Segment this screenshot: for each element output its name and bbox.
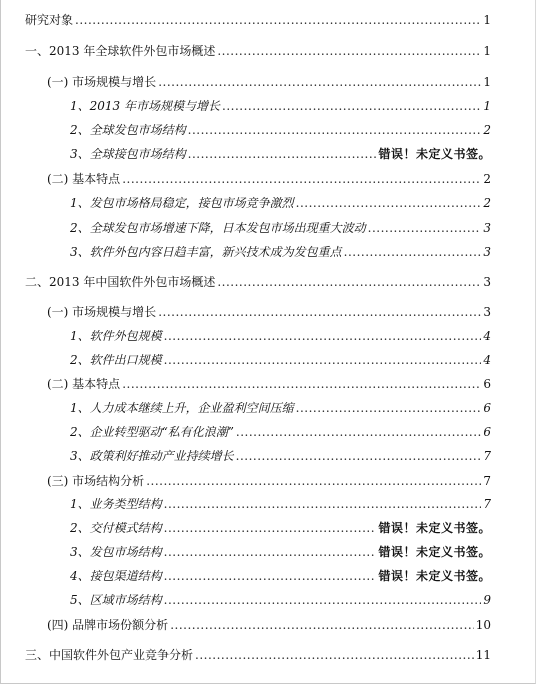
toc-leader-dots [217, 275, 481, 289]
toc-entry-label: 5、区域市场结构 [70, 593, 162, 607]
toc-entry-label: (一) 市场规模与增长 [47, 75, 157, 89]
toc-leader-dots [217, 44, 481, 58]
toc-bookmark-error: 错误！未定义书签。 [378, 147, 491, 161]
toc-entry[interactable] [47, 305, 491, 319]
toc-leader-dots [164, 521, 377, 535]
toc-leader-dots [344, 245, 482, 259]
toc-page-number: 2 [483, 196, 491, 210]
toc-page-number: 2 [483, 123, 491, 137]
toc-leader-dots [170, 618, 474, 632]
toc-page-number: 2 [483, 172, 491, 186]
toc-entry[interactable] [70, 449, 491, 463]
toc-leader-dots [296, 401, 482, 415]
toc-page-number: 3 [483, 275, 491, 289]
toc-entry-label: 2、全球发包市场结构 [70, 123, 186, 137]
toc-entry-label: (二) 基本特点 [47, 377, 121, 391]
toc-leader-dots [122, 377, 481, 391]
toc-bookmark-error: 错误！未定义书签。 [378, 521, 491, 535]
toc-entry[interactable] [70, 593, 491, 607]
toc-leader-dots [164, 593, 482, 607]
toc-entry[interactable] [70, 147, 491, 161]
toc-entry-label: 3、软件外包内容日趋丰富，新兴技术成为发包重点 [70, 245, 342, 259]
toc-entry[interactable] [47, 618, 491, 632]
toc-entry-label: 二、2013 年中国软件外包市场概述 [25, 275, 216, 289]
toc-bookmark-error: 错误！未定义书签。 [378, 569, 491, 583]
toc-entry-label: 1、发包市场格局稳定，接包市场竞争激烈 [70, 196, 294, 210]
toc-entry-label: 研究对象 [25, 13, 74, 27]
toc-leader-dots [368, 221, 482, 235]
toc-leader-dots [164, 497, 482, 511]
toc-entry[interactable] [47, 474, 491, 488]
toc-entry[interactable] [70, 545, 491, 559]
toc-page-number: 1 [483, 99, 491, 113]
toc-entry[interactable] [70, 245, 491, 259]
toc-entry-label: 3、全球接包市场结构 [70, 147, 186, 161]
toc-leader-dots [195, 648, 474, 662]
toc-page-number: 9 [483, 593, 491, 607]
toc-leader-dots [296, 196, 482, 210]
toc-entry[interactable] [70, 196, 491, 210]
toc-page-number: 6 [483, 401, 491, 415]
toc-entry[interactable] [70, 569, 491, 583]
toc-page-number: 6 [483, 377, 491, 391]
toc-leader-dots [188, 123, 482, 137]
toc-page-number: 1 [483, 44, 491, 58]
toc-entry[interactable] [70, 401, 491, 415]
toc-page-number: 10 [475, 618, 491, 632]
toc-entry-label: 2、全球发包市场增速下降，日本发包市场出现重大波动 [70, 221, 366, 235]
toc-entry-label: 1、人力成本继续上升，企业盈利空间压缩 [70, 401, 294, 415]
toc-entry-label: 4、接包渠道结构 [70, 569, 162, 583]
toc-entry-label: (三) 市场结构分析 [47, 474, 145, 488]
toc-leader-dots [222, 99, 481, 113]
toc-page-number: 11 [475, 648, 491, 662]
toc-entry[interactable] [70, 329, 491, 343]
toc-leader-dots [188, 147, 377, 161]
toc-leader-dots [164, 329, 482, 343]
toc-entry-label: (一) 市场规模与增长 [47, 305, 157, 319]
toc-leader-dots [164, 545, 377, 559]
toc-entry[interactable] [47, 172, 491, 186]
toc-leader-dots [158, 305, 481, 319]
toc-bookmark-error: 错误！未定义书签。 [378, 545, 491, 559]
toc-page-number: 3 [483, 305, 491, 319]
toc-entry-label: 一、2013 年全球软件外包市场概述 [25, 44, 216, 58]
toc-leader-dots [236, 449, 482, 463]
toc-entry[interactable] [25, 648, 491, 662]
toc-entry-label: 1、软件外包规模 [70, 329, 162, 343]
toc-leader-dots [236, 425, 481, 439]
toc-page-number: 1 [483, 75, 491, 89]
toc-entry[interactable] [70, 221, 491, 235]
toc-page-number: 3 [483, 245, 491, 259]
toc-leader-dots [75, 13, 481, 27]
toc-entry-label: 2、企业转型驱动“私有化浪潮” [70, 425, 234, 439]
toc-entry-label: 3、政策利好推动产业持续增长 [70, 449, 234, 463]
toc-entry-label: (四) 品牌市场份额分析 [47, 618, 169, 632]
toc-entry[interactable] [70, 99, 491, 113]
toc-entry[interactable] [70, 521, 491, 535]
toc-entry-label: 1、2013 年市场规模与增长 [70, 99, 220, 113]
toc-leader-dots [164, 353, 482, 367]
toc-entry-label: 2、交付模式结构 [70, 521, 162, 535]
toc-page-number: 7 [483, 474, 491, 488]
toc-page-number: 1 [483, 13, 491, 27]
toc-entry-label: 3、发包市场结构 [70, 545, 162, 559]
toc-page-number: 6 [483, 425, 491, 439]
toc-entry[interactable] [25, 13, 491, 27]
toc-entry[interactable] [70, 353, 491, 367]
toc-entry[interactable] [70, 497, 491, 511]
toc-entry[interactable] [47, 377, 491, 391]
toc-leader-dots [164, 569, 377, 583]
toc-entry[interactable] [70, 123, 491, 137]
toc-entry[interactable] [47, 75, 491, 89]
toc-entry-label: 2、软件出口规模 [70, 353, 162, 367]
toc-page-number: 4 [483, 329, 491, 343]
toc-entry[interactable] [25, 44, 491, 58]
toc-leader-dots [146, 474, 481, 488]
toc-leader-dots [158, 75, 481, 89]
toc-leader-dots [122, 172, 481, 186]
toc-page-number: 3 [483, 221, 491, 235]
toc-entry-label: (二) 基本特点 [47, 172, 121, 186]
toc-entry[interactable] [70, 425, 491, 439]
toc-page-number: 7 [483, 449, 491, 463]
toc-page-number: 7 [483, 497, 491, 511]
toc-page-number: 4 [483, 353, 491, 367]
toc-entry[interactable] [25, 275, 491, 289]
toc-entry-label: 1、业务类型结构 [70, 497, 162, 511]
toc-entry-label: 三、中国软件外包产业竞争分析 [25, 648, 194, 662]
